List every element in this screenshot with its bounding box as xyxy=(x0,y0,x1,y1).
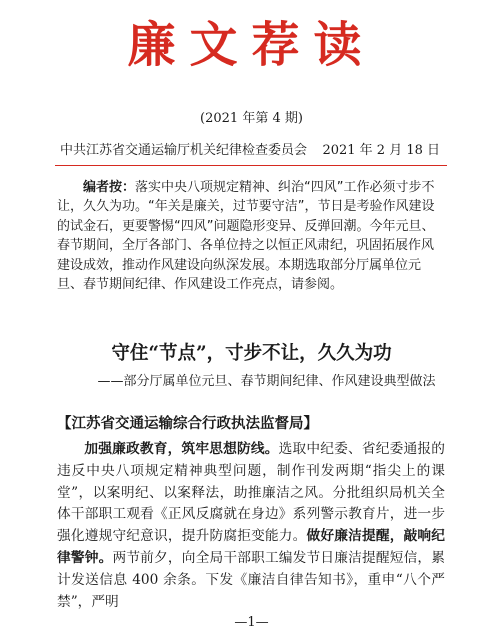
paragraph-2: 两节前夕，向全局干部职工编发节日廉洁提醒短信，累计发送信息 400 余条。下发《廉洁自律告知书》，重申“八个严禁”，严明 xyxy=(57,549,445,610)
editor-note-prefix: 编者按： xyxy=(83,180,136,195)
publisher-org: 中共江苏省交通运输厅机关纪律检查委员会 xyxy=(60,143,308,158)
article-title: 守住“节点”，寸步不让，久久为功 xyxy=(111,343,392,364)
section-heading: 【江苏省交通运输综合行政执法监督局】 xyxy=(57,416,318,432)
page-number: —1— xyxy=(234,615,269,630)
header-divider xyxy=(55,165,447,166)
bold-heading-2: 做好廉洁提醒，敲响纪律警钟。 xyxy=(57,528,445,566)
editor-note xyxy=(57,178,445,294)
lead-bold: 加强廉政教育，筑牢思想防线。 xyxy=(84,441,279,457)
article-subtitle: ——部分厅属单位元旦、春节期间纪律、作风建设典型做法 xyxy=(97,374,436,389)
editor-note-text: 落实中央八项规定精神、纠治“四风”工作必须寸步不让，久久为功。“年关是廉关，过节要守洁”，节日是考验作风建设的试金石，更要警惕“四风”问题隐形变异、反弹回潮。今年元旦、春节期间，全厅各部门、各单位持之以恒正风肃纪，巩固拓展作风建设成效，推动作风建设向纵深发展。本期选取部分厅属单位元旦、春节期间纪律、作风建设工作亮点，请参阅。 xyxy=(57,180,435,293)
article-body xyxy=(57,439,445,613)
issue-number: (2021 年第 4 期) xyxy=(200,111,303,126)
masthead-title: 廉文荐读 xyxy=(127,17,376,73)
paragraph-1: 选取中纪委、省纪委通报的违反中央八项规定精神典型问题，制作刊发两期“指尖上的课堂”，以案明纪、以案释法，助推廉洁之风。分批组织局机关全体干部职工观看《正风反腐就在身边》系列警示教育片，进一步强化遵规守纪意识，提升防腐拒变能力。 xyxy=(57,441,445,545)
publish-date: 2021 年 2 月 18 日 xyxy=(322,143,440,158)
